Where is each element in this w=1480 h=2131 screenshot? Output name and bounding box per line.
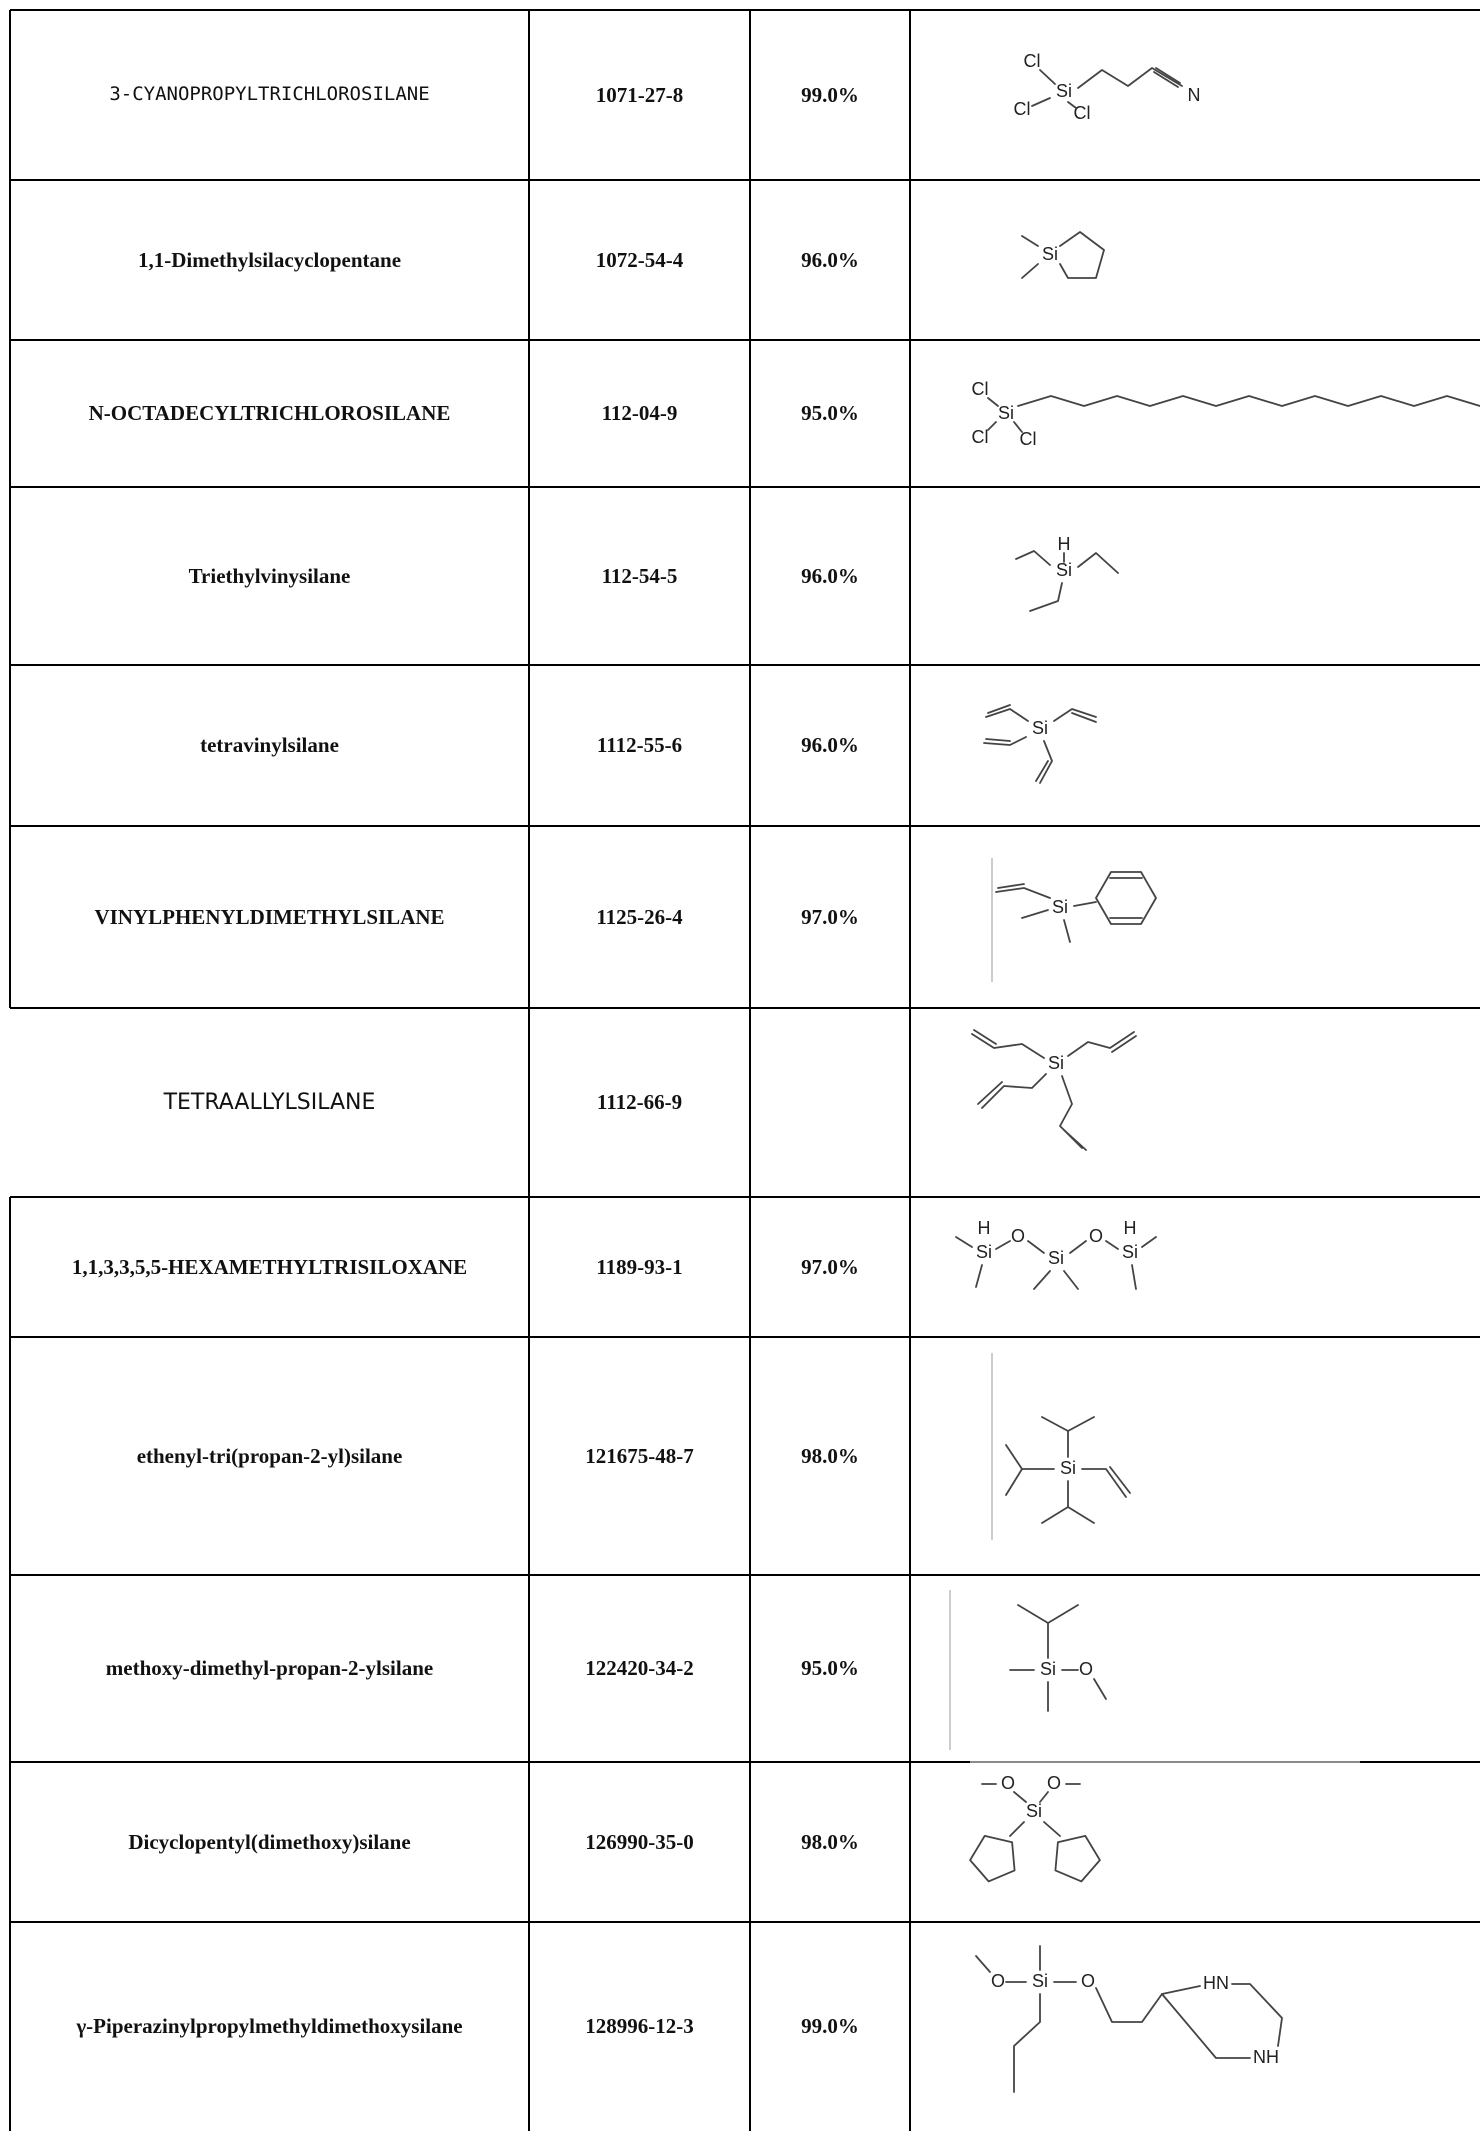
bond <box>976 1265 982 1287</box>
structure-drawing <box>910 1337 1480 1575</box>
structure-drawing <box>910 180 1480 340</box>
isopropylmethoxydimethylsilane-structure <box>910 1575 1480 1762</box>
bond <box>1006 1445 1054 1469</box>
atom-label: NH <box>1253 2046 1279 2067</box>
bond <box>1006 1469 1022 1495</box>
bond <box>1042 1481 1068 1523</box>
vinylphenyldimethylsilane-structure <box>910 826 1480 1008</box>
atom-label: Si <box>1055 80 1073 101</box>
tetraallylsilane-structure <box>910 1008 1480 1197</box>
bond <box>1074 902 1096 906</box>
piperazinylpropylsilane-structure <box>910 1922 1480 2131</box>
product-name-cell: N-OCTADECYLTRICHLOROSILANE <box>88 401 451 426</box>
cas-number-cell: 112-54-5 <box>601 563 678 588</box>
bond <box>1096 1986 1200 2022</box>
purity-cell: 97.0% <box>801 1254 859 1279</box>
product-name-cell: tetravinylsilane <box>200 733 339 758</box>
cas-number-cell: 1189-93-1 <box>596 1254 683 1279</box>
bond <box>1055 1836 1100 1882</box>
bond <box>1232 1984 1282 2046</box>
atom-label: Si <box>1121 1241 1139 1262</box>
bond <box>1142 1237 1156 1247</box>
purity-cell: 95.0% <box>801 401 859 426</box>
atom-label: O <box>1000 1772 1016 1793</box>
octadecyltrichlorosilane-structure <box>910 340 1480 487</box>
bond <box>1022 236 1038 246</box>
bond <box>976 1956 990 1972</box>
cas-number-cell: 1072-54-4 <box>595 247 684 272</box>
atom-label: Si <box>1047 1052 1065 1073</box>
purity-cell: 95.0% <box>801 1656 859 1681</box>
bond <box>1048 1605 1078 1623</box>
atom-label: Cl <box>1023 50 1041 71</box>
structure-drawing <box>910 1575 1480 1762</box>
purity-cell: 97.0% <box>801 904 859 929</box>
atom-label: Si <box>997 402 1015 423</box>
bond <box>1068 1417 1094 1431</box>
purity-cell: 98.0% <box>801 1829 859 1854</box>
bond <box>956 1237 972 1247</box>
triisopropylvinylsilane-structure <box>910 1337 1480 1575</box>
atom-label: Si <box>1031 717 1049 738</box>
atom-label: Si <box>1047 1247 1065 1268</box>
cas-number-cell: 1112-66-9 <box>596 1090 683 1115</box>
structure-drawing <box>910 826 1480 1008</box>
bond <box>1064 1271 1078 1289</box>
atom-label: Si <box>1031 1970 1049 1991</box>
product-name-cell: γ-Piperazinylpropylmethyldimethoxysilane <box>76 2014 463 2039</box>
atom-label: H <box>1123 1217 1137 1238</box>
bond <box>1060 232 1104 278</box>
atom-label: Cl <box>1019 428 1037 449</box>
product-name-cell: 1,1,3,3,5,5-HEXAMETHYLTRISILOXANE <box>71 1254 468 1279</box>
bond <box>1040 70 1055 84</box>
atom-label: O <box>990 1970 1006 1991</box>
bond <box>1014 1994 1040 2092</box>
atom-label: Si <box>1039 1658 1057 1679</box>
bond <box>1018 396 1480 406</box>
structure-drawing <box>910 10 1480 180</box>
atom-label: H <box>1057 533 1071 554</box>
dimethylsilacyclopentane-structure <box>910 180 1480 340</box>
dicyclopentyldimethoxysilane-structure <box>910 1762 1480 1922</box>
bond <box>988 398 998 406</box>
atom-label: O <box>1080 1970 1096 1991</box>
purity-cell: 96.0% <box>801 733 859 758</box>
bond <box>1044 1822 1060 1836</box>
bond <box>1040 741 1052 783</box>
bond <box>1082 1469 1126 1497</box>
bond <box>1028 1241 1044 1253</box>
product-name-cell: VINYLPHENYLDIMETHYLSILANE <box>94 904 445 929</box>
bond <box>1014 1792 1026 1802</box>
atom-label: N <box>1187 84 1201 105</box>
bond <box>996 1241 1010 1249</box>
cyanopropyltrichlorosilane-structure <box>910 10 1480 180</box>
structure-drawing <box>910 487 1480 665</box>
atom-label: Si <box>1041 243 1059 264</box>
bond <box>1022 264 1038 278</box>
bond <box>998 884 1024 888</box>
purity-cell <box>750 1008 910 1197</box>
bond <box>1070 1241 1086 1253</box>
atom-label: Cl <box>971 378 989 399</box>
cas-number-cell: 1125-26-4 <box>596 904 683 929</box>
purity-cell: 96.0% <box>801 563 859 588</box>
atom-label: O <box>1010 1225 1026 1246</box>
atom-label: O <box>1078 1658 1094 1679</box>
tetravinylsilane-structure <box>910 665 1480 826</box>
atom-label: Si <box>1051 896 1069 917</box>
bond <box>1040 1792 1048 1802</box>
bond <box>1094 1679 1106 1699</box>
bond <box>1068 1507 1094 1523</box>
atom-label: Cl <box>971 426 989 447</box>
bond <box>1018 1605 1048 1658</box>
structure-drawing <box>910 340 1480 487</box>
bond <box>1034 1271 1050 1289</box>
product-name-cell: ethenyl-tri(propan-2-yl)silane <box>136 1443 403 1468</box>
bond <box>970 1836 1015 1882</box>
product-name-cell: methoxy-dimethyl-propan-2-ylsilane <box>105 1656 434 1681</box>
cas-number-cell: 122420-34-2 <box>585 1656 694 1681</box>
cas-number-cell: 121675-48-7 <box>585 1443 694 1468</box>
bond <box>1014 422 1022 432</box>
product-name-cell: Dicyclopentyl(dimethoxy)silane <box>128 1829 411 1854</box>
triethylsilane-structure <box>910 487 1480 665</box>
bond <box>988 422 996 430</box>
atom-label: O <box>1046 1772 1062 1793</box>
atom-label: H <box>977 1217 991 1238</box>
bond <box>972 1034 1044 1058</box>
bond <box>1010 1822 1024 1836</box>
purity-cell: 96.0% <box>801 247 859 272</box>
atom-label: Si <box>1025 1800 1043 1821</box>
bond <box>1032 98 1050 106</box>
cas-number-cell: 1071-27-8 <box>595 82 684 107</box>
structure-drawing <box>910 1008 1480 1197</box>
atom-label: Cl <box>1073 102 1091 123</box>
bond <box>1064 920 1070 942</box>
atom-label: Cl <box>1013 98 1031 119</box>
structure-drawing <box>910 1197 1480 1337</box>
purity-cell: 99.0% <box>801 2014 859 2039</box>
bond <box>1022 910 1048 918</box>
atom-label: O <box>1088 1225 1104 1246</box>
structure-drawing <box>910 1762 1480 1922</box>
hexamethyltrisiloxane-structure <box>910 1197 1480 1337</box>
product-name-cell: 3-CYANOPROPYLTRICHLOROSILANE <box>109 83 430 106</box>
bond <box>1078 68 1182 88</box>
bond <box>996 888 1050 898</box>
bond <box>1096 872 1156 924</box>
cas-number-cell: 128996-12-3 <box>585 2014 694 2039</box>
structure-drawing <box>910 665 1480 826</box>
structure-drawing <box>910 1922 1480 2131</box>
bond <box>1078 553 1118 573</box>
bond <box>1132 1265 1136 1289</box>
atom-label: Si <box>975 1241 993 1262</box>
bond <box>1042 1417 1068 1457</box>
bond <box>1064 1130 1086 1150</box>
cas-number-cell: 126990-35-0 <box>585 1829 694 1854</box>
bond <box>1072 713 1096 722</box>
product-name-cell: Triethylvinysilane <box>188 563 351 588</box>
purity-cell: 98.0% <box>801 1443 859 1468</box>
atom-label: HN <box>1203 1972 1229 1993</box>
product-name-cell: 1,1-Dimethylsilacyclopentane <box>137 247 402 272</box>
atom-label: Si <box>1059 1457 1077 1478</box>
bond <box>1016 551 1050 565</box>
cas-number-cell: 112-04-9 <box>601 401 678 426</box>
purity-cell: 99.0% <box>801 82 859 107</box>
atom-label: Si <box>1055 559 1073 580</box>
product-name-cell: TETRAALLYLSILANE <box>163 1089 376 1115</box>
bond <box>1106 1241 1118 1249</box>
bond <box>986 739 1010 741</box>
bond <box>1162 1994 1250 2058</box>
bond <box>1030 583 1062 611</box>
cas-number-cell: 1112-55-6 <box>596 733 683 758</box>
